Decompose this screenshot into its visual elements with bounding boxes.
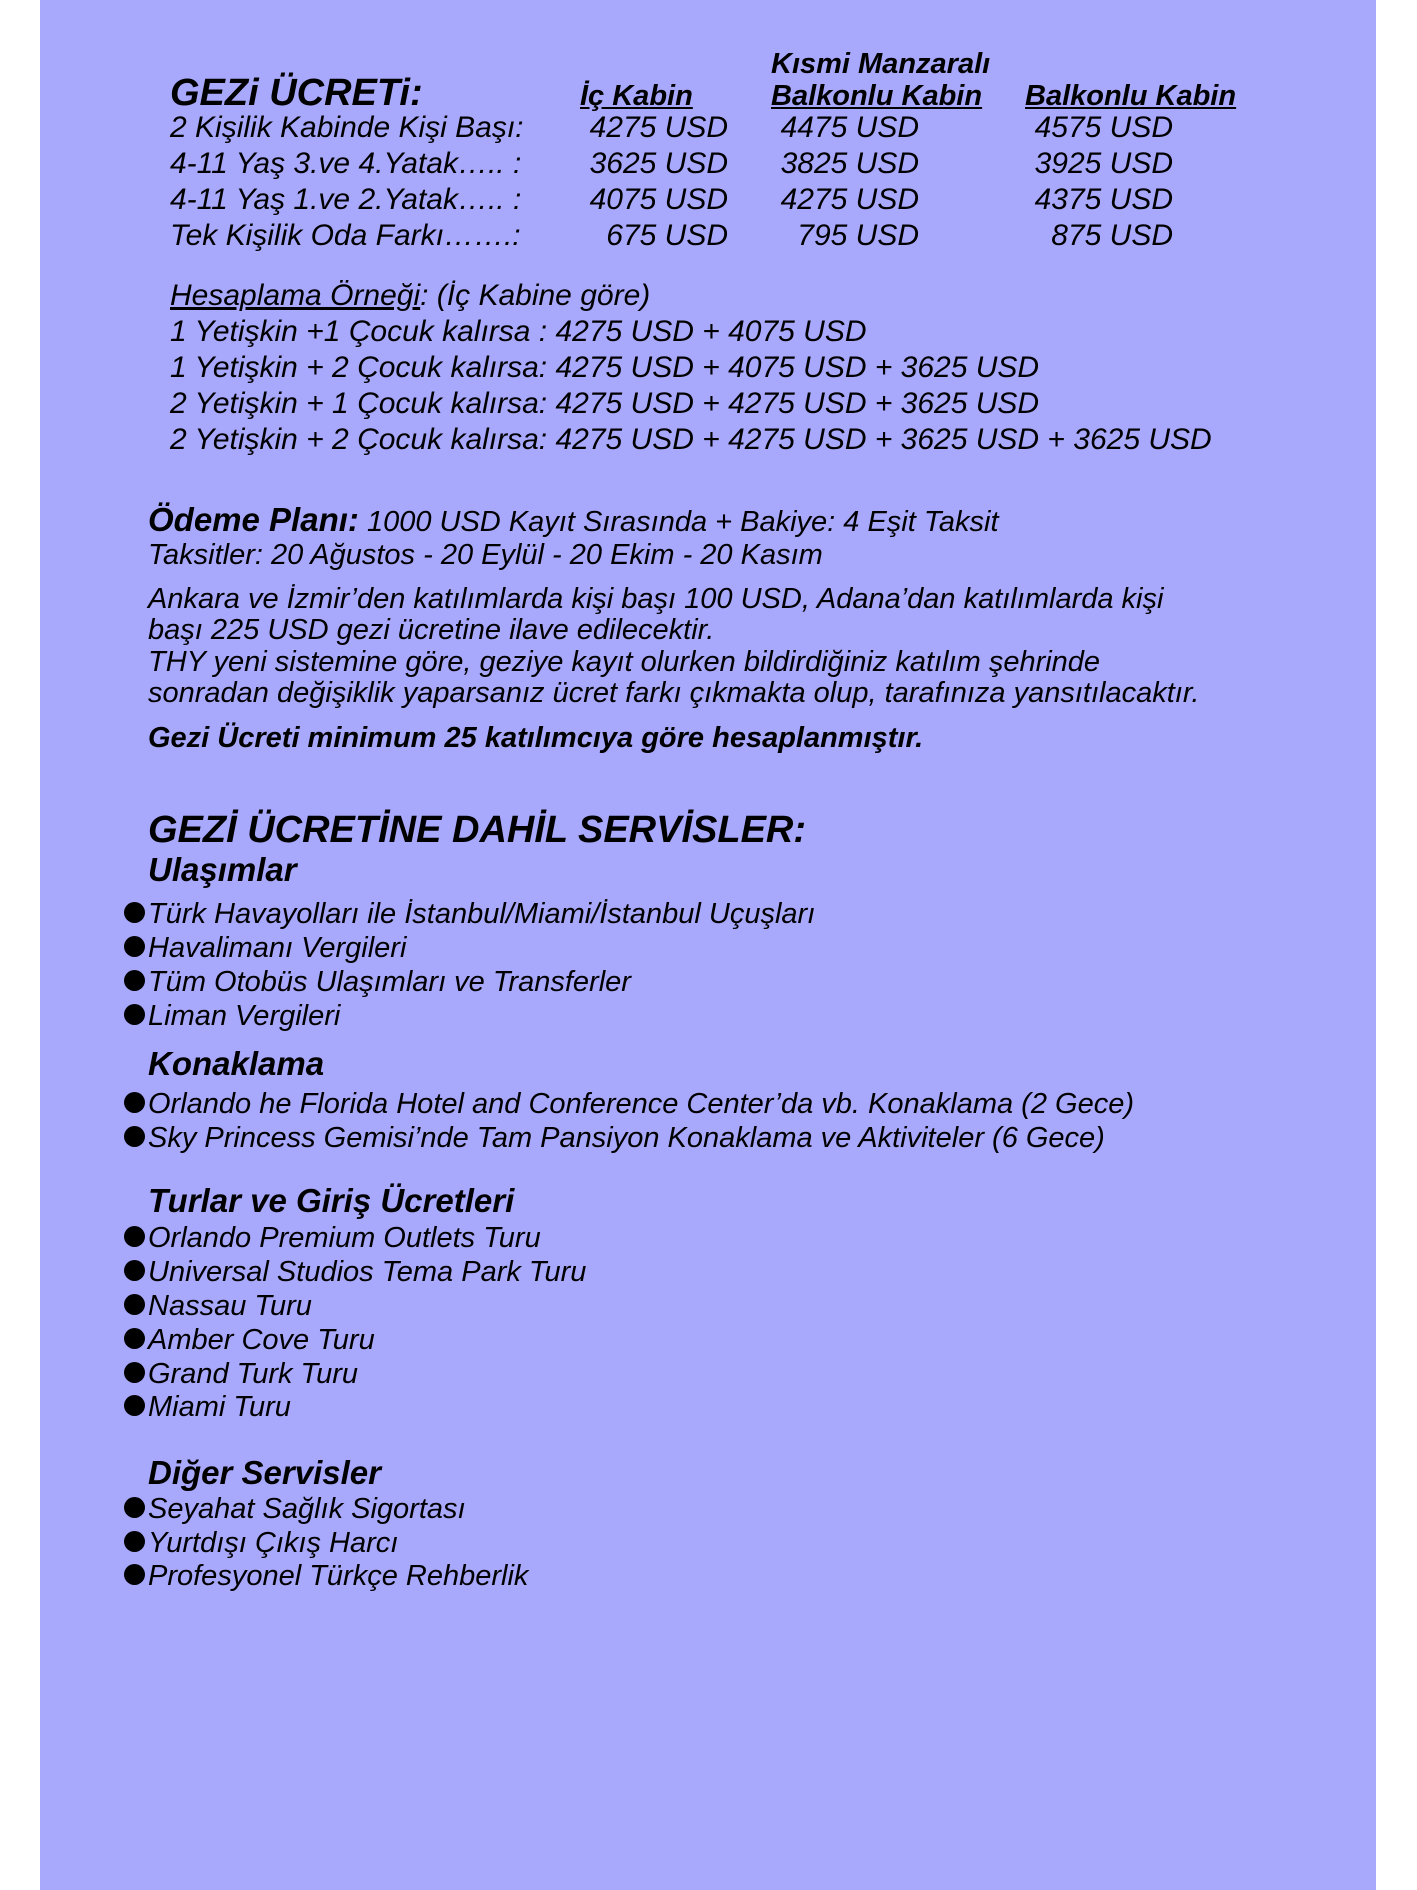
bullet-icon xyxy=(124,1564,145,1585)
header-partial-view-top: Kısmi Manzaralı xyxy=(771,48,991,80)
bullet-icon xyxy=(124,1395,145,1416)
example-line: 1 Yetişkin +1 Çocuk kalırsa : 4275 USD + 4075 USD xyxy=(170,315,867,348)
bullet-icon xyxy=(124,1126,145,1147)
installments: Taksitler: 20 Ağustos - 20 Eylül - 20 Ekim - 20 Kasım xyxy=(148,539,823,571)
list-item: Türk Havayolları ile İstanbul/Miami/İstanbul Uçuşları xyxy=(124,897,815,931)
bullet-icon xyxy=(124,1362,145,1383)
list-item: Orlando he Florida Hotel and Conference Center’da vb. Konaklama (2 Gece) xyxy=(124,1087,1134,1121)
bullet-icon xyxy=(124,1531,145,1552)
bullet-icon xyxy=(124,902,145,923)
other-services-title: Diğer Servisler xyxy=(148,1454,381,1491)
note-line: THY yeni sistemine göre, geziye kayıt olurken bildirdiğiniz katılım şehrinde xyxy=(148,646,1101,678)
list-item: Grand Turk Turu xyxy=(124,1357,358,1391)
price-interior: 3625 USD xyxy=(589,147,728,180)
price-row-label: Tek Kişilik Oda Farkı…….: xyxy=(170,219,521,252)
price-interior: 4275 USD xyxy=(589,111,728,144)
price-balcony: 875 USD xyxy=(1051,219,1173,252)
price-row xyxy=(40,182,1376,218)
price-row xyxy=(40,218,1376,254)
list-item: Havalimanı Vergileri xyxy=(124,931,406,965)
list-item: Profesyonel Türkçe Rehberlik xyxy=(124,1559,528,1593)
price-partial: 795 USD xyxy=(797,219,919,252)
bullet-icon xyxy=(124,1328,145,1349)
payment-plan-label: Ödeme Planı: xyxy=(148,501,359,538)
note-line: başı 225 USD gezi ücretine ilave edilecektir. xyxy=(148,614,715,646)
price-partial: 4475 USD xyxy=(780,111,919,144)
price-row-label: 2 Kişilik Kabinde Kişi Başı: xyxy=(170,111,524,144)
price-row xyxy=(40,146,1376,182)
price-title: GEZi ÜCRETi: xyxy=(170,72,423,114)
list-item: Seyahat Sağlık Sigortası xyxy=(124,1492,466,1526)
example-line: 2 Yetişkin + 2 Çocuk kalırsa: 4275 USD + 4275 USD + 3625 USD + 3625 USD xyxy=(170,423,1212,456)
header-interior-cabin: İç Kabin xyxy=(580,80,693,112)
price-row-label: 4-11 Yaş 1.ve 2.Yatak….. : xyxy=(170,183,522,216)
price-balcony: 4575 USD xyxy=(1034,111,1173,144)
services-title: GEZİ ÜCRETİNE DAHİL SERVİSLER: xyxy=(148,809,807,851)
bullet-icon xyxy=(124,936,145,957)
list-item: Universal Studios Tema Park Turu xyxy=(124,1255,586,1289)
bullet-icon xyxy=(124,1226,145,1247)
list-item: Liman Vergileri xyxy=(124,999,340,1033)
price-partial: 4275 USD xyxy=(780,183,919,216)
price-interior: 675 USD xyxy=(606,219,728,252)
list-item: Yurtdışı Çıkış Harcı xyxy=(124,1526,398,1560)
example-title: Hesaplama Örneği: (İç Kabine göre) xyxy=(170,279,651,312)
header-partial-view-bottom: Balkonlu Kabin xyxy=(771,80,983,112)
price-balcony: 4375 USD xyxy=(1034,183,1173,216)
list-item: Orlando Premium Outlets Turu xyxy=(124,1221,541,1255)
document-page xyxy=(40,0,1376,1890)
bullet-icon xyxy=(124,1092,145,1113)
payment-plan: Ödeme Planı: 1000 USD Kayıt Sırasında + Bakiye: 4 Eşit Taksit xyxy=(148,501,999,538)
price-partial: 3825 USD xyxy=(780,147,919,180)
bullet-icon xyxy=(124,1294,145,1315)
price-row-label: 4-11 Yaş 3.ve 4.Yatak….. : xyxy=(170,147,522,180)
note-line: Ankara ve İzmir’den katılımlarda kişi başı 100 USD, Adana’dan katılımlarda kişi xyxy=(148,583,1164,615)
price-interior: 4075 USD xyxy=(589,183,728,216)
minimum-note: Gezi Ücreti minimum 25 katılımcıya göre hesaplanmıştır. xyxy=(148,722,924,754)
transport-title: Ulaşımlar xyxy=(148,851,297,888)
list-item: Miami Turu xyxy=(124,1390,291,1424)
list-item: Tüm Otobüs Ulaşımları ve Transferler xyxy=(124,965,631,999)
tours-title: Turlar ve Giriş Ücretleri xyxy=(148,1182,515,1219)
example-line: 2 Yetişkin + 1 Çocuk kalırsa: 4275 USD + 4275 USD + 3625 USD xyxy=(170,387,1040,420)
list-item: Amber Cove Turu xyxy=(124,1323,375,1357)
bullet-icon xyxy=(124,1497,145,1518)
lodging-title: Konaklama xyxy=(148,1045,325,1082)
bullet-icon xyxy=(124,1260,145,1281)
bullet-icon xyxy=(124,1004,145,1025)
note-line: sonradan değişiklik yaparsanız ücret farkı çıkmakta olup, tarafınıza yansıtılacaktır. xyxy=(148,677,1200,709)
price-row xyxy=(40,110,1376,146)
bullet-icon xyxy=(124,970,145,991)
list-item: Sky Princess Gemisi’nde Tam Pansiyon Konaklama ve Aktiviteler (6 Gece) xyxy=(124,1121,1105,1155)
example-line: 1 Yetişkin + 2 Çocuk kalırsa: 4275 USD + 4075 USD + 3625 USD xyxy=(170,351,1040,384)
price-balcony: 3925 USD xyxy=(1034,147,1173,180)
list-item: Nassau Turu xyxy=(124,1289,312,1323)
header-balcony-cabin: Balkonlu Kabin xyxy=(1025,80,1237,112)
